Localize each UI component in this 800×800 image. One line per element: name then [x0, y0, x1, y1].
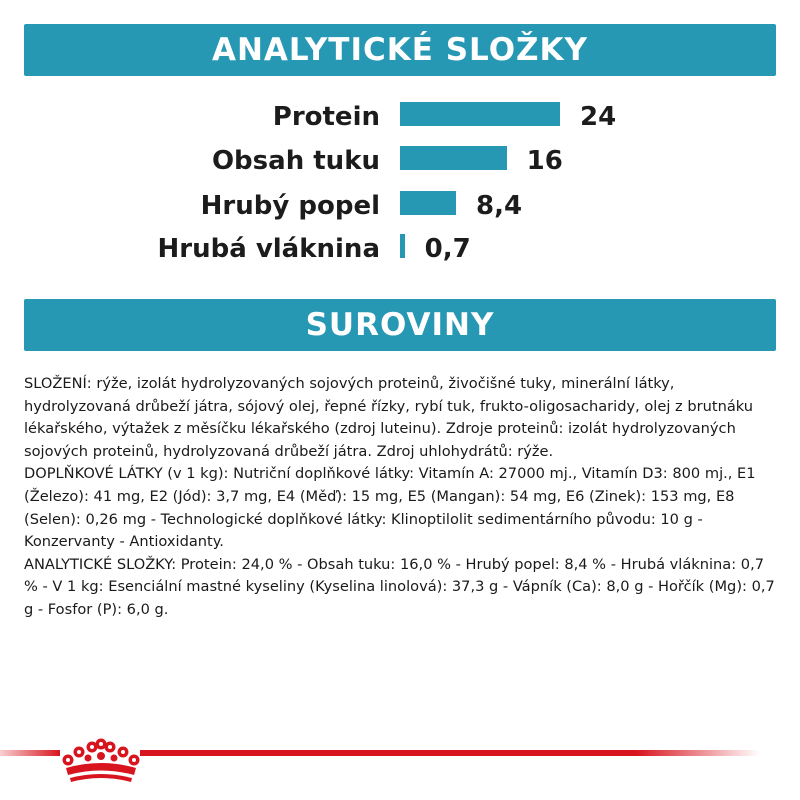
nutrient-value-ash: 8,4	[476, 191, 523, 221]
nutrient-bar-fat	[400, 146, 507, 170]
nutrient-label-fat: Obsah tuku	[211, 146, 380, 176]
nutrient-value-protein: 24	[580, 102, 617, 132]
nutrient-row-protein	[0, 95, 800, 139]
analytical-components-banner	[24, 24, 776, 76]
ingredients-banner	[24, 299, 776, 351]
analytical-components-title: ANALYTICKÉ SLOŽKY	[212, 32, 588, 68]
nutrient-row-fat	[0, 139, 800, 183]
nutrient-row-fibre	[0, 227, 800, 271]
nutrient-bar-fibre	[400, 234, 405, 258]
nutrient-bar-ash	[400, 191, 456, 215]
nutrient-value-fibre: 0,7	[424, 234, 471, 264]
footer-red-line-left	[0, 750, 60, 756]
nutrient-label-fibre: Hrubá vláknina	[157, 234, 380, 264]
nutrient-value-fat: 16	[526, 146, 563, 176]
analytical-paragraph: ANALYTICKÉ SLOŽKY: Protein: 24,0 % - Obsah tuku: 16,0 % - Hrubý popel: 8,4 % - Hrubá vláknina: 0,7 % - V 1 kg: Esenciální mastné kyseliny (Kyselina linolová): 37,3 g - Vápník (Ca): 8,0 g - Hořčík (Mg): 0,7 g - Fosfor (P): 6,0 g.	[24, 555, 775, 618]
royal-canin-crown-logo	[56, 728, 146, 784]
composition-text	[24, 373, 780, 622]
nutrient-bar-protein	[400, 102, 560, 126]
footer-red-line-right	[140, 750, 760, 756]
composition-paragraph: SLOŽENÍ: rýže, izolát hydrolyzovaných sojových proteinů, živočišné tuky, minerální látky, hydrolyzovaná drůbeží játra, sójový olej, řepné řízky, rybí tuk, frukto-oligosacharidy, olej z brutnáku lékařského, výtažek z měsíčku lékařského (zdroj luteinu). Zdroje proteinů: izolát hydrolyzovaných sojových proteinů, hydrolyzovaná drůbeží játra. Zdroj uhlohydrátů: rýže.	[24, 375, 754, 460]
nutrient-label-ash: Hrubý popel	[200, 191, 380, 221]
nutrient-row-ash	[0, 184, 800, 228]
additives-paragraph: DOPLŇKOVÉ LÁTKY (v 1 kg): Nutriční doplňkové látky: Vitamín A: 27000 mj., Vitamín D3: 800 mj., E1 (Železo): 41 mg, E2 (Jód): 3,7 mg, E4 (Měď): 15 mg, E5 (Mangan): 54 mg, E6 (Zinek): 153 mg, E8 (Selen): 0,26 mg - Technologické doplňkové látky: Klinoptilolit sedimentárního původu: 10 g - Konzervanty - Antioxidanty.	[24, 465, 756, 551]
nutrient-label-protein: Protein	[272, 102, 380, 132]
ingredients-title: SUROVINY	[305, 307, 495, 343]
